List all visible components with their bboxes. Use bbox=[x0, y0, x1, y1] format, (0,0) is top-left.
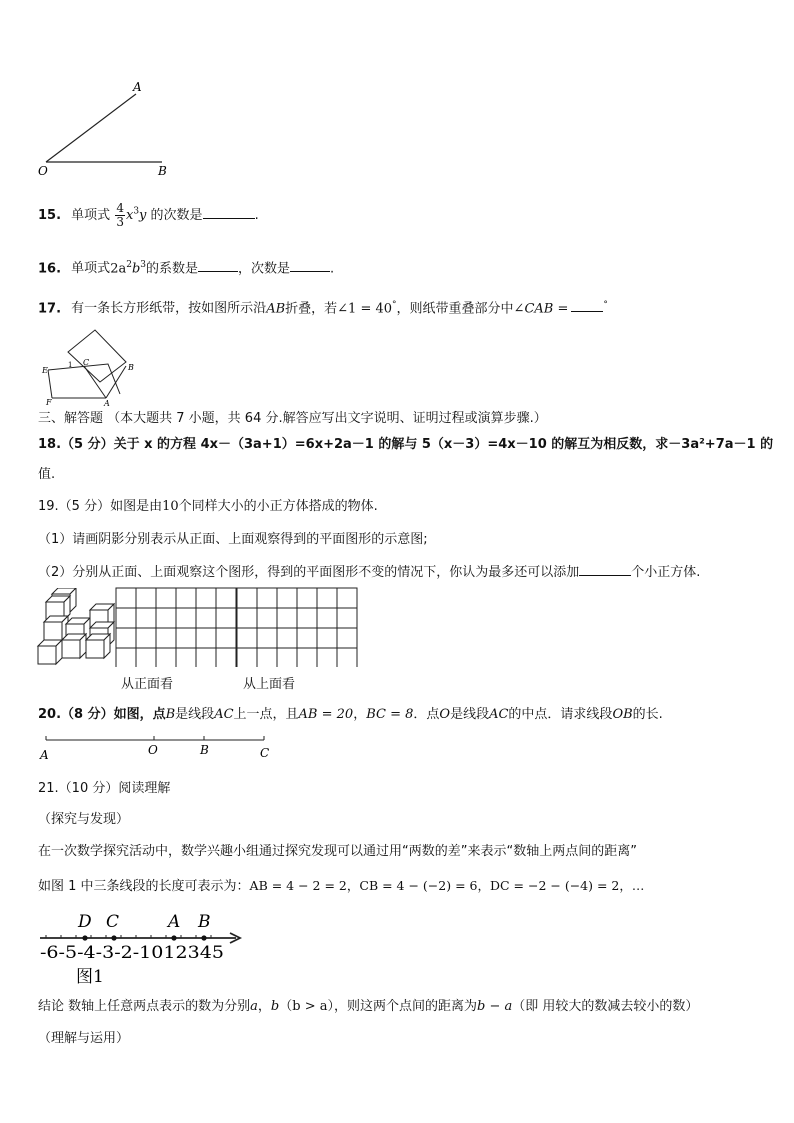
fig17-label-a: A bbox=[104, 399, 110, 408]
q16-end: . bbox=[330, 261, 335, 277]
grid-cell[interactable] bbox=[116, 588, 136, 608]
q15-number: 15. bbox=[38, 208, 62, 223]
q21-heading: 21.（10 分）阅读理解 bbox=[38, 781, 171, 796]
q16-number: 16. bbox=[38, 261, 62, 277]
grid-cell[interactable] bbox=[317, 588, 337, 608]
grid-cell[interactable] bbox=[156, 608, 176, 628]
q16-expr: 2a bbox=[110, 261, 127, 277]
q15-end: . bbox=[254, 208, 259, 223]
grid-cell[interactable] bbox=[257, 648, 277, 667]
q16-b: b bbox=[131, 261, 141, 277]
q20-ob: OB bbox=[612, 707, 633, 722]
q15-x: x bbox=[125, 208, 134, 223]
question-15 bbox=[38, 202, 259, 229]
q19-part2-b: 个小正方体. bbox=[631, 565, 701, 580]
q21-dist: b − a bbox=[477, 999, 513, 1014]
cube bbox=[44, 616, 68, 640]
grid-cell[interactable] bbox=[196, 628, 216, 648]
q18-line1: 18.（5 分）关于 x 的方程 4x－（3a+1）=6x+2a－1 的解与 5（x－3）=4x－10 的解互为相反数，求－3a²+7a－1 的 bbox=[38, 437, 774, 452]
q21-var-b: b bbox=[270, 999, 280, 1014]
q17-text3: ，则纸带重叠部分中 bbox=[396, 301, 514, 317]
grid-cell[interactable] bbox=[257, 628, 277, 648]
q21-explore: （探究与发现） bbox=[38, 812, 130, 827]
grid-cell[interactable] bbox=[156, 648, 176, 667]
q17-number: 17. bbox=[38, 301, 62, 317]
grid-cell[interactable] bbox=[156, 628, 176, 648]
question-16 bbox=[38, 257, 334, 277]
nl-label-c: C bbox=[106, 912, 120, 932]
fig17-label-b: B bbox=[128, 363, 134, 372]
cube-stack-figure bbox=[36, 588, 120, 668]
q20-eq2: BC = 8 bbox=[366, 707, 414, 722]
q19-part1: （1）请画阴影分别表示从正面、上面观察得到的平面图形的示意图; bbox=[38, 532, 428, 547]
segment-ac-figure bbox=[36, 732, 276, 762]
strip-left bbox=[48, 370, 52, 398]
q21-p2-eq: AB = 4 − 2 = 2，CB = 4 − (−2) = 6，DC = −2 − (−4) = 2，… bbox=[249, 878, 645, 893]
q17-angle2: ∠CAB = bbox=[513, 301, 569, 317]
grid-cell[interactable] bbox=[176, 588, 196, 608]
q19-part2-a: （2）分别从正面、上面观察这个图形，得到的平面图形不变的情况下，你认为最多还可以添加 bbox=[38, 565, 580, 580]
q21-var-a: a bbox=[250, 999, 258, 1014]
grid-cell[interactable] bbox=[237, 588, 257, 608]
grid-cell[interactable] bbox=[116, 608, 136, 628]
grid-cell[interactable] bbox=[297, 608, 317, 628]
point-b bbox=[201, 935, 206, 940]
grid-cell[interactable] bbox=[297, 648, 317, 667]
q16-exp1: 2 bbox=[126, 260, 132, 270]
grid-cell[interactable] bbox=[317, 608, 337, 628]
q20-t1: 是线段 bbox=[175, 707, 215, 722]
fig17-label-f: F bbox=[46, 398, 52, 407]
folded-flap bbox=[68, 330, 126, 382]
grid-cell[interactable] bbox=[237, 608, 257, 628]
grid-cell[interactable] bbox=[196, 588, 216, 608]
grid-cell[interactable] bbox=[337, 608, 357, 628]
ray-oa bbox=[46, 94, 136, 162]
label-o: O bbox=[38, 164, 48, 178]
grid-cell[interactable] bbox=[257, 608, 277, 628]
seg-label-b: B bbox=[200, 743, 209, 757]
fig17-label-c: C bbox=[83, 358, 90, 367]
q15-exp: 3 bbox=[133, 206, 140, 217]
grid-cell[interactable] bbox=[257, 588, 277, 608]
grid-cell[interactable] bbox=[176, 608, 196, 628]
point-d bbox=[82, 935, 87, 940]
q15-frac-den: 3 bbox=[116, 215, 124, 229]
cube bbox=[86, 634, 110, 658]
grid-cell[interactable] bbox=[337, 648, 357, 667]
q21-conclusion bbox=[38, 999, 698, 1015]
q21-conc-b: ，则这两个点间的距离为 bbox=[333, 999, 477, 1014]
grid-cell[interactable] bbox=[317, 648, 337, 667]
grid-cell[interactable] bbox=[136, 648, 156, 667]
q20-sep: ， bbox=[353, 707, 367, 722]
grid-cell[interactable] bbox=[196, 608, 216, 628]
grid-cell[interactable] bbox=[317, 628, 337, 648]
q17-deg: ° bbox=[392, 300, 397, 310]
q17-ab: AB bbox=[266, 301, 286, 317]
section-3-heading: 三、解答题 （本大题共 7 小题，共 64 分.解答应写出文字说明、证明过程或演算步骤.） bbox=[38, 411, 547, 426]
grid-cell[interactable] bbox=[116, 648, 136, 667]
q16-degree-blank[interactable] bbox=[290, 259, 330, 272]
question-19 bbox=[38, 499, 378, 515]
q20-eq1: AB = 20 bbox=[298, 707, 354, 722]
q15-frac-num: 4 bbox=[116, 201, 124, 215]
q15-y: y bbox=[139, 208, 147, 223]
grid-cell[interactable] bbox=[277, 628, 297, 648]
nl-label-a: A bbox=[168, 912, 181, 932]
grid-cell[interactable] bbox=[216, 648, 236, 667]
grid-cell[interactable] bbox=[136, 588, 156, 608]
number-line-figure bbox=[38, 908, 250, 988]
q20-t5: 的中点．请求线段 bbox=[508, 707, 613, 722]
grid-cell[interactable] bbox=[216, 608, 236, 628]
q18-line2: 值. bbox=[38, 467, 56, 482]
q20-t6: 的长. bbox=[632, 707, 663, 722]
q17-text1: 有一条长方形纸带，按如图所示沿 bbox=[71, 301, 267, 317]
fold-ca bbox=[84, 366, 106, 398]
grid-cell[interactable] bbox=[237, 648, 257, 667]
number-line-ticks: -6-5-4-3-2-1012345 bbox=[40, 943, 224, 963]
grid-cell[interactable] bbox=[297, 628, 317, 648]
q15-suffix: 的次数是 bbox=[150, 208, 203, 223]
q20-ac: AC bbox=[214, 707, 234, 722]
seg-label-o: O bbox=[148, 743, 158, 757]
top-view-grid[interactable] bbox=[237, 588, 357, 667]
top-view-label: 从上面看 bbox=[243, 677, 296, 692]
point-a bbox=[171, 935, 176, 940]
q20-t3: ．点 bbox=[413, 707, 440, 722]
grid-cell[interactable] bbox=[136, 628, 156, 648]
q20-lead: 20.（8 分）如图，点 bbox=[38, 707, 166, 722]
question-20 bbox=[38, 707, 663, 723]
q21-p2-prefix: 如图 1 中三条线段的长度可表示为： bbox=[38, 879, 250, 894]
front-view-grid[interactable] bbox=[116, 588, 236, 667]
nl-label-b: B bbox=[198, 912, 211, 932]
grid-cell[interactable] bbox=[136, 608, 156, 628]
view-grids bbox=[115, 587, 359, 667]
grid-cell[interactable] bbox=[277, 588, 297, 608]
q20-t2: 上一点，且 bbox=[233, 707, 299, 722]
grid-cell[interactable] bbox=[297, 588, 317, 608]
q21-p2 bbox=[38, 878, 644, 895]
strip-upper bbox=[48, 364, 120, 394]
label-a: A bbox=[133, 80, 142, 94]
q21-cond: （b > a） bbox=[279, 999, 334, 1014]
grid-cell[interactable] bbox=[176, 648, 196, 667]
fig17-label-one: 1 bbox=[68, 361, 73, 369]
grid-cell[interactable] bbox=[337, 588, 357, 608]
grid-cell[interactable] bbox=[337, 628, 357, 648]
q20-o: O bbox=[439, 707, 451, 722]
point-c bbox=[111, 935, 116, 940]
q21-p1: 在一次数学探究活动中，数学兴趣小组通过探究发现可以通过用“两数的差”来表示“数轴上两点间的距离” bbox=[38, 844, 637, 859]
folded-strip-figure bbox=[40, 322, 150, 408]
label-b: B bbox=[158, 164, 167, 178]
cube bbox=[62, 634, 86, 658]
q17-end: ° bbox=[603, 300, 608, 310]
seg-label-a: A bbox=[40, 748, 49, 762]
grid-cell[interactable] bbox=[277, 648, 297, 667]
grid-cell[interactable] bbox=[277, 608, 297, 628]
q16-exp2: 3 bbox=[140, 260, 147, 270]
grid-cell[interactable] bbox=[116, 628, 136, 648]
q21-apply: （理解与运用） bbox=[38, 1031, 130, 1046]
figure-1-caption: 图1 bbox=[76, 967, 104, 987]
grid-cell[interactable] bbox=[196, 648, 216, 667]
q19-lead: 19.（5 分）如图是由 bbox=[38, 499, 163, 514]
q20-t4: 是线段 bbox=[450, 707, 490, 722]
grid-cell[interactable] bbox=[216, 628, 236, 648]
cube bbox=[38, 640, 62, 664]
q21-conc-a: 结论 数轴上任意两点表示的数为分别 bbox=[38, 999, 251, 1014]
q20-ac2: AC bbox=[489, 707, 509, 722]
q16-mid1: 的系数是 bbox=[146, 261, 199, 277]
grid-cell[interactable] bbox=[156, 588, 176, 608]
q17-answer-blank[interactable] bbox=[571, 299, 603, 312]
q17-angle1: ∠1 = 40 bbox=[337, 301, 393, 317]
angle-aob-figure bbox=[30, 78, 180, 178]
grid-cell[interactable] bbox=[176, 628, 196, 648]
grid-cell[interactable] bbox=[216, 588, 236, 608]
q15-prefix: 单项式 bbox=[71, 208, 111, 223]
question-17 bbox=[38, 297, 608, 317]
q19-part2 bbox=[38, 563, 700, 581]
q15-answer-blank[interactable] bbox=[203, 206, 255, 219]
q16-mid2: ，次数是 bbox=[238, 261, 291, 277]
fig17-label-e: E bbox=[42, 366, 48, 375]
q20-b: B bbox=[165, 707, 176, 722]
q19-answer-blank[interactable] bbox=[579, 563, 631, 576]
q17-text2: 折叠，若 bbox=[285, 301, 338, 317]
q16-prefix: 单项式 bbox=[71, 261, 111, 277]
front-view-label: 从正面看 bbox=[121, 677, 174, 692]
grid-cell[interactable] bbox=[237, 628, 257, 648]
q16-coef-blank[interactable] bbox=[198, 259, 238, 272]
q19-n10: 10 bbox=[162, 499, 179, 514]
q21-conc-c: （即 用较大的数减去较小的数） bbox=[512, 999, 699, 1014]
fold-ab bbox=[106, 366, 126, 398]
q21-sep: ， bbox=[257, 999, 271, 1014]
nl-label-d: D bbox=[78, 912, 92, 932]
q15-fraction bbox=[115, 202, 125, 229]
seg-label-c: C bbox=[260, 746, 270, 760]
q19-rest: 个同样大小的小正方体搭成的物体. bbox=[178, 499, 378, 514]
